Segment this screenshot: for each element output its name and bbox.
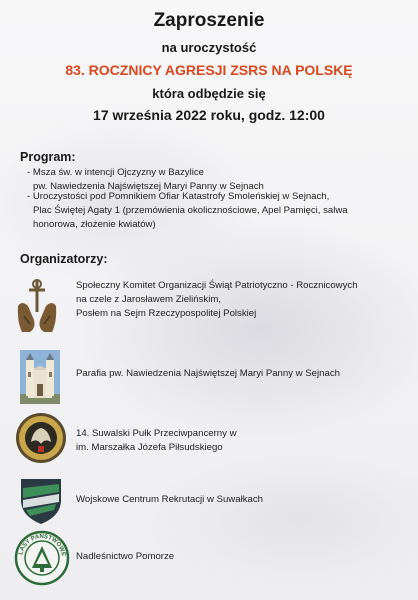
- recruitment-shield-icon: [18, 476, 64, 526]
- basilica-photo: [20, 350, 60, 404]
- organizers-heading: Organizatorzy:: [20, 252, 108, 266]
- event-date-time: 17 września 2022 roku, godz. 12:00: [93, 107, 325, 123]
- program-item-line: - Uroczystości pod Pomnikiem Ofiar Katastrofy Smoleńskiej w Sejnach,: [27, 191, 330, 202]
- organizer-item: [76, 279, 358, 321]
- occasion-intro: na uroczystość: [161, 40, 257, 55]
- regiment-badge-icon: [15, 412, 67, 464]
- hands-cross-emblem-icon: [14, 276, 60, 336]
- organizer-line: Nadleśnictwo Pomorze: [76, 551, 175, 562]
- program-heading: Program:: [20, 150, 76, 164]
- organizer-line: Społeczny Komitet Organizacji Świąt Patriotyczno - Rocznicowych: [76, 280, 358, 291]
- program-item: [27, 190, 348, 232]
- program-item-line: - Msza św. w intencji Ojczyzny w Bazylice: [27, 167, 204, 178]
- organizer-item: [76, 427, 237, 455]
- organizer-item: [76, 367, 340, 381]
- occasion-will-take-place: która odbędzie się: [152, 86, 266, 101]
- organizer-line: Posłem na Sejm Rzeczypospolitej Polskiej: [76, 308, 257, 319]
- invitation-title: Zaproszenie: [153, 10, 265, 31]
- organizer-line: im. Marszałka Józefa Piłsudskiego: [76, 442, 223, 453]
- organizer-item: [76, 550, 174, 564]
- program-item-line: pw. Nawiedzenia Najświętszej Maryi Panny w Sejnach: [33, 181, 264, 192]
- program-item-line: Plac Świętej Agaty 1 (przemówienia okolicznościowe, Apel Pamięci, salwa: [33, 205, 348, 216]
- occasion-name: 83. ROCZNICY AGRESJI ZSRS NA POLSKĘ: [65, 62, 353, 78]
- organizer-line: Parafia pw. Nawiedzenia Najświętszej Maryi Panny w Sejnach: [76, 368, 340, 379]
- organizer-item: [76, 493, 263, 507]
- organizer-line: 14. Suwalski Pułk Przeciwpancerny w: [76, 428, 237, 439]
- forestry-logo-icon: [14, 530, 70, 586]
- forestry-logo-text: LASY PAŃSTWOWE: [18, 533, 66, 557]
- organizer-line: Wojskowe Centrum Rekrutacji w Suwałkach: [76, 494, 263, 505]
- organizer-line: na czele z Jarosławem Zielińskim,: [76, 294, 222, 305]
- program-item-line: honorowa, złożenie kwiatów): [33, 219, 156, 230]
